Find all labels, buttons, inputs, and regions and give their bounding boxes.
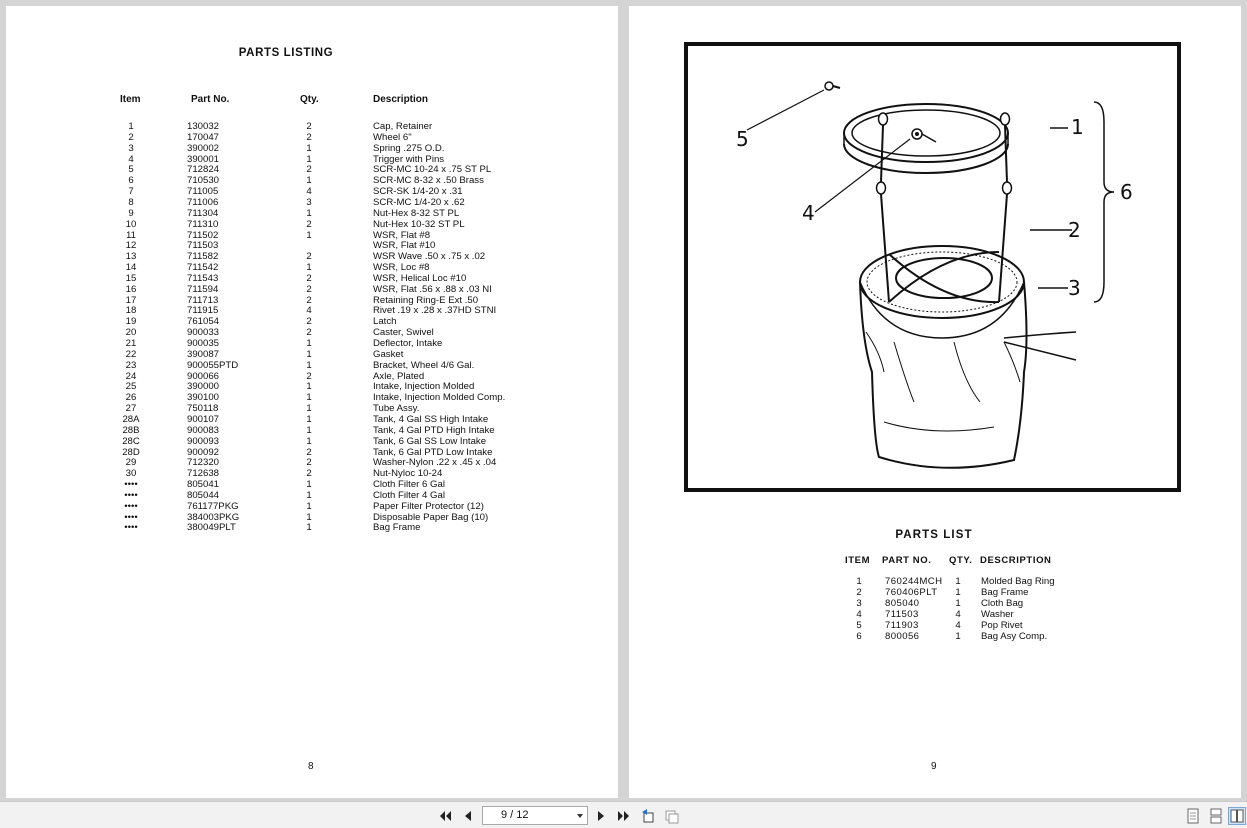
part-no-cell: 390100 xyxy=(187,392,220,404)
table-row xyxy=(6,219,618,230)
part-no-cell: 900083 xyxy=(187,424,220,436)
table-row xyxy=(6,284,618,295)
description-cell: Bracket, Wheel 4/6 Gal. xyxy=(373,359,475,371)
qty-cell: 1 xyxy=(306,522,312,534)
description-cell: Disposable Paper Bag (10) xyxy=(373,511,489,523)
part-no-cell: 900033 xyxy=(187,327,220,339)
qty-cell: 1 xyxy=(955,631,961,642)
item-cell: 25 xyxy=(125,381,137,393)
part-no-cell: 711005 xyxy=(187,186,219,198)
table-row xyxy=(6,208,618,219)
table-row xyxy=(6,479,618,490)
qty-cell: 1 xyxy=(955,598,961,609)
description-cell: Pop Rivet xyxy=(981,620,1023,631)
qty-cell: 1 xyxy=(306,489,312,501)
qty-cell: 2 xyxy=(306,446,312,458)
description-cell: WSR, Loc #8 xyxy=(373,262,430,274)
part-no-cell: 711006 xyxy=(187,196,219,208)
item-cell: 10 xyxy=(125,218,137,230)
header-item: Item xyxy=(120,94,141,105)
table-row xyxy=(6,197,618,208)
qty-cell: 2 xyxy=(306,294,312,306)
qty-cell: 2 xyxy=(306,251,312,263)
item-cell: 23 xyxy=(125,359,137,371)
qty-cell: 2 xyxy=(306,468,312,480)
qty-cell: 1 xyxy=(306,381,312,393)
table-row xyxy=(6,251,618,262)
table-row xyxy=(6,121,618,132)
table-row xyxy=(6,501,618,512)
description-cell: Wheel 6" xyxy=(373,131,412,143)
description-cell: Spring .275 O.D. xyxy=(373,142,445,154)
description-cell: Cloth Filter 4 Gal xyxy=(373,489,445,501)
item-cell: 5 xyxy=(128,164,134,176)
header-description: DESCRIPTION xyxy=(980,555,1052,566)
description-cell: Bag Asy Comp. xyxy=(981,631,1048,642)
table-row xyxy=(6,305,618,316)
table-row xyxy=(629,598,1241,609)
table-row xyxy=(6,164,618,175)
item-cell: 9 xyxy=(128,207,134,219)
qty-cell: 1 xyxy=(306,175,312,187)
go-back-view-icon[interactable] xyxy=(639,807,657,825)
table-row xyxy=(6,230,618,241)
description-cell: Paper Filter Protector (12) xyxy=(373,500,484,512)
table-row xyxy=(6,132,618,143)
item-cell: 19 xyxy=(125,316,137,328)
qty-cell: 1 xyxy=(306,392,312,404)
part-no-cell: 711503 xyxy=(885,609,919,620)
item-cell: 3 xyxy=(128,142,134,154)
table-row xyxy=(6,240,618,251)
qty-cell: 1 xyxy=(306,142,312,154)
item-cell: 26 xyxy=(125,392,137,404)
item-cell: 3 xyxy=(856,598,862,609)
table-row xyxy=(6,186,618,197)
qty-cell: 2 xyxy=(306,283,312,295)
callout-6: 6 xyxy=(1120,180,1133,204)
parts-listing-title: PARTS LISTING xyxy=(238,47,334,59)
description-cell: SCR-MC 1/4-20 x .62 xyxy=(373,196,465,208)
description-cell: Rivet .19 x .28 x .37HD STNI xyxy=(373,305,497,317)
item-cell: 28B xyxy=(122,424,140,436)
qty-cell: 2 xyxy=(306,370,312,382)
table-row xyxy=(6,154,618,165)
item-cell: 4 xyxy=(128,153,134,165)
description-cell: WSR, Flat .56 x .88 x .03 NI xyxy=(373,283,492,295)
item-cell: 1 xyxy=(856,576,862,587)
description-cell: Molded Bag Ring xyxy=(981,576,1055,587)
part-no-cell: 900035 xyxy=(187,338,220,349)
description-cell: Nut-Nyloc 10-24 xyxy=(373,468,443,480)
item-cell: 16 xyxy=(125,283,137,295)
table-row xyxy=(6,512,618,523)
part-no-cell: 711543 xyxy=(187,272,219,284)
table-row xyxy=(6,414,618,425)
part-no-cell: 390087 xyxy=(187,348,220,360)
table-row xyxy=(6,349,618,360)
description-cell: Cloth Bag xyxy=(981,598,1024,609)
continuous-view-icon[interactable] xyxy=(1207,807,1225,825)
table-row xyxy=(6,175,618,186)
item-cell: •••• xyxy=(124,511,138,523)
description-cell: Deflector, Intake xyxy=(373,338,443,349)
qty-cell: 1 xyxy=(955,587,961,598)
item-cell: 13 xyxy=(125,251,137,263)
item-cell: 27 xyxy=(125,403,137,415)
description-cell: Tube Assy. xyxy=(373,403,420,415)
item-cell: 20 xyxy=(125,327,137,339)
table-row xyxy=(6,425,618,436)
single-page-view-icon[interactable] xyxy=(1184,807,1202,825)
right-page xyxy=(629,6,1241,798)
part-no-cell: 711310 xyxy=(187,218,219,230)
description-cell: WSR Wave .50 x .75 x .02 xyxy=(373,251,486,263)
viewer-toolbar xyxy=(0,801,1247,828)
item-cell: •••• xyxy=(124,489,138,501)
part-no-cell: 805044 xyxy=(187,489,220,501)
description-cell: Intake, Injection Molded Comp. xyxy=(373,392,506,404)
item-cell: 30 xyxy=(125,468,137,480)
header-item: ITEM xyxy=(845,555,871,566)
description-cell: Gasket xyxy=(373,348,404,360)
qty-cell: 1 xyxy=(306,338,312,349)
qty-cell: 2 xyxy=(306,164,312,176)
description-cell: SCR-MC 10-24 x .75 ST PL xyxy=(373,164,492,176)
part-no-cell: 711903 xyxy=(885,620,919,631)
qty-cell: 4 xyxy=(955,609,961,620)
item-cell: 24 xyxy=(125,370,137,382)
qty-cell: 4 xyxy=(306,305,312,317)
description-cell: SCR-MC 8-32 x .50 Brass xyxy=(373,175,484,187)
table-row xyxy=(6,447,618,458)
last-page-icon[interactable] xyxy=(614,807,632,825)
part-no-cell: 384003PKG xyxy=(187,511,240,523)
description-cell: Intake, Injection Molded xyxy=(373,381,475,393)
qty-cell: 2 xyxy=(306,121,312,132)
description-cell: Latch xyxy=(373,316,397,328)
qty-cell: 2 xyxy=(306,272,312,284)
description-cell: Tank, 4 Gal SS High Intake xyxy=(373,413,489,425)
part-no-cell: 170047 xyxy=(187,131,220,143)
item-cell: 11 xyxy=(126,229,136,241)
illustration-border xyxy=(686,44,1179,490)
part-no-cell: 390001 xyxy=(187,153,220,165)
description-cell: Retaining Ring-E Ext .50 xyxy=(373,294,479,306)
table-row xyxy=(6,392,618,403)
item-cell: 4 xyxy=(856,609,862,620)
header-description: Description xyxy=(373,94,429,105)
page-number: 8 xyxy=(308,761,314,772)
description-cell: WSR, Flat #8 xyxy=(373,229,431,241)
part-no-cell: 712320 xyxy=(187,457,220,469)
part-no-cell: 805040 xyxy=(885,598,920,609)
item-cell: 12 xyxy=(125,240,137,252)
header-part-no: Part No. xyxy=(191,94,230,105)
qty-cell: 1 xyxy=(955,576,961,587)
item-cell: 1 xyxy=(128,121,134,132)
bag-assembly-illustration xyxy=(684,42,1181,492)
qty-cell: 1 xyxy=(306,424,312,436)
description-cell: WSR, Helical Loc #10 xyxy=(373,272,467,284)
description-cell: WSR, Flat #10 xyxy=(373,240,436,252)
description-cell: Washer xyxy=(981,609,1014,620)
table-row xyxy=(6,371,618,382)
header-qty: Qty. xyxy=(300,94,319,105)
table-row xyxy=(6,338,618,349)
part-no-cell: 711304 xyxy=(187,207,219,219)
item-cell: 5 xyxy=(856,620,862,631)
callout-5: 5 xyxy=(736,127,749,151)
qty-cell: 1 xyxy=(306,435,312,447)
part-no-cell: 130032 xyxy=(187,121,220,132)
part-no-cell: 711503 xyxy=(187,240,219,252)
description-cell: Tank, 4 Gal PTD High Intake xyxy=(373,424,495,436)
description-cell: Bag Frame xyxy=(373,522,421,534)
item-cell: 29 xyxy=(125,457,137,469)
item-cell: 15 xyxy=(125,272,137,284)
part-no-cell: 712638 xyxy=(187,468,220,480)
item-cell: •••• xyxy=(124,500,138,512)
table-row xyxy=(6,262,618,273)
item-cell: 28D xyxy=(122,446,140,458)
part-no-cell: 711502 xyxy=(187,229,219,241)
part-no-cell: 711594 xyxy=(187,283,219,295)
description-cell: Nut-Hex 10-32 ST PL xyxy=(373,218,465,230)
qty-cell: 2 xyxy=(306,131,312,143)
description-cell: Tank, 6 Gal PTD Low Intake xyxy=(373,446,493,458)
part-no-cell: 900093 xyxy=(187,435,220,447)
qty-cell: 1 xyxy=(306,207,312,219)
description-cell: Nut-Hex 8-32 ST PL xyxy=(373,207,460,219)
description-cell: Bag Frame xyxy=(981,587,1029,598)
qty-cell: 4 xyxy=(955,620,961,631)
item-cell: 18 xyxy=(125,305,137,317)
table-row xyxy=(6,360,618,371)
table-row xyxy=(629,576,1241,587)
table-row xyxy=(6,381,618,392)
qty-cell: 1 xyxy=(306,413,312,425)
item-cell: 6 xyxy=(856,631,862,642)
next-page-icon[interactable] xyxy=(592,807,610,825)
item-cell: •••• xyxy=(124,479,138,491)
table-row xyxy=(6,403,618,414)
part-no-cell: 380049PLT xyxy=(187,522,236,534)
parts-list-title: PARTS LIST xyxy=(895,529,973,541)
item-cell: 2 xyxy=(856,587,862,598)
qty-cell: 1 xyxy=(306,153,312,165)
item-cell: 2 xyxy=(128,131,134,143)
table-row xyxy=(6,273,618,284)
qty-cell: 1 xyxy=(306,479,312,491)
part-no-cell: 712824 xyxy=(187,164,220,176)
qty-cell: 1 xyxy=(306,359,312,371)
page-indicator: 9 / 12 xyxy=(501,809,529,821)
part-no-cell: 761177PKG xyxy=(187,500,239,512)
qty-cell: 1 xyxy=(306,262,312,274)
part-no-cell: 711582 xyxy=(187,251,219,263)
description-cell: Axle, Plated xyxy=(373,370,425,382)
part-no-cell: 800056 xyxy=(885,631,920,642)
qty-cell: 2 xyxy=(306,327,312,339)
description-cell: Trigger with Pins xyxy=(373,153,445,165)
callout-4: 4 xyxy=(802,201,815,225)
table-row xyxy=(6,468,618,479)
table-row xyxy=(6,522,618,533)
table-row xyxy=(629,587,1241,598)
description-cell: Tank, 6 Gal SS Low Intake xyxy=(373,435,487,447)
qty-cell: 1 xyxy=(306,403,312,415)
qty-cell: 1 xyxy=(306,511,312,523)
table-row xyxy=(629,609,1241,620)
part-no-cell: 900092 xyxy=(187,446,220,458)
part-no-cell: 900107 xyxy=(187,413,220,425)
item-cell: 28C xyxy=(122,435,140,447)
part-no-cell: 710530 xyxy=(187,175,220,187)
part-no-cell: 761054 xyxy=(187,316,220,328)
part-no-cell: 760244MCH xyxy=(885,576,943,587)
qty-cell: 1 xyxy=(306,348,312,360)
table-row xyxy=(6,490,618,501)
go-forward-view-icon[interactable] xyxy=(662,807,680,825)
qty-cell: 2 xyxy=(306,218,312,230)
table-row xyxy=(6,316,618,327)
table-row xyxy=(6,143,618,154)
item-cell: 7 xyxy=(128,186,134,198)
item-cell: 17 xyxy=(125,294,137,306)
description-cell: Cap, Retainer xyxy=(373,121,433,132)
part-no-cell: 750118 xyxy=(187,403,219,415)
item-cell: 14 xyxy=(125,262,137,274)
table-row xyxy=(6,295,618,306)
callout-1: 1 xyxy=(1071,115,1084,139)
qty-cell: 1 xyxy=(306,229,312,241)
previous-page-icon[interactable] xyxy=(459,807,477,825)
item-cell: 6 xyxy=(128,175,134,187)
part-no-cell: 900055PTD xyxy=(187,359,239,371)
part-no-cell: 390000 xyxy=(187,381,220,393)
qty-cell: 1 xyxy=(306,500,312,512)
item-cell: 8 xyxy=(128,196,134,208)
page-number-select[interactable] xyxy=(482,806,588,825)
item-cell: 21 xyxy=(125,338,137,349)
table-row xyxy=(629,620,1241,631)
first-page-icon[interactable] xyxy=(437,807,455,825)
two-page-view-icon[interactable] xyxy=(1228,807,1246,825)
table-row xyxy=(6,457,618,468)
qty-cell: 2 xyxy=(306,457,312,469)
item-cell: •••• xyxy=(124,522,138,534)
page-number: 9 xyxy=(931,761,937,772)
qty-cell: 3 xyxy=(306,196,312,208)
description-cell: Caster, Swivel xyxy=(373,327,434,339)
description-cell: SCR-SK 1/4-20 x .31 xyxy=(373,186,463,198)
part-no-cell: 760406PLT xyxy=(885,587,938,598)
callout-2: 2 xyxy=(1068,218,1081,242)
item-cell: 22 xyxy=(125,348,137,360)
table-row xyxy=(6,327,618,338)
header-part-no: PART NO. xyxy=(882,555,932,566)
chevron-down-icon[interactable] xyxy=(577,814,583,818)
item-cell: 28A xyxy=(122,413,140,425)
table-row xyxy=(629,631,1241,642)
description-cell: Washer-Nylon .22 x .45 x .04 xyxy=(373,457,497,469)
part-no-cell: 711713 xyxy=(187,294,219,306)
table-row xyxy=(6,436,618,447)
qty-cell: 2 xyxy=(306,316,312,328)
part-no-cell: 711915 xyxy=(187,305,219,317)
left-page xyxy=(6,6,618,798)
callout-3: 3 xyxy=(1068,276,1081,300)
description-cell: Cloth Filter 6 Gal xyxy=(373,479,445,491)
part-no-cell: 805041 xyxy=(187,479,220,491)
part-no-cell: 900066 xyxy=(187,370,220,382)
part-no-cell: 711542 xyxy=(187,262,219,274)
part-no-cell: 390002 xyxy=(187,142,220,154)
header-qty: QTY. xyxy=(949,555,973,566)
qty-cell: 4 xyxy=(306,186,312,198)
